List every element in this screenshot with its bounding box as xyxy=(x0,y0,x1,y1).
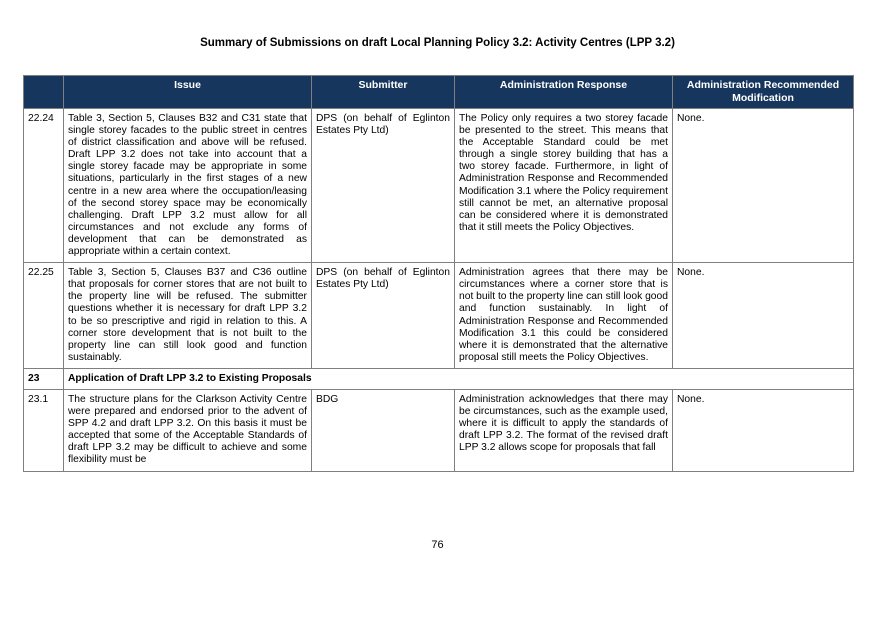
section-number: 23 xyxy=(24,368,64,389)
header-submitter: Submitter xyxy=(312,76,455,109)
header-recommended-modification: Administration Recommended Modification xyxy=(673,76,854,109)
table-row xyxy=(24,389,854,471)
response-cell: Administration acknowledges that there may be circumstances, such as the example used, where it is difficult to apply the standards of draft LPP 3.2. The format of the revised draft LPP 3.2 allows scope for proposals that fall xyxy=(455,389,673,471)
row-number: 23.1 xyxy=(24,389,64,471)
page-number: 76 xyxy=(431,539,444,551)
section-title: Application of Draft LPP 3.2 to Existing Proposals xyxy=(64,368,854,389)
submitter-cell: DPS (on behalf of Eglinton Estates Pty Ltd) xyxy=(312,109,455,263)
header-issue: Issue xyxy=(64,76,312,109)
section-heading-row xyxy=(24,368,854,389)
table-row xyxy=(24,263,854,369)
issue-cell: The structure plans for the Clarkson Activity Centre were prepared and endorsed prior to the advent of SPP 4.2 and draft LPP 3.2. On this basis it must be accepted that some of the Acceptable Standards of draft LPP 3.2 may be difficult to achieve and some flexibility must be xyxy=(64,389,312,471)
response-cell: Administration agrees that there may be circumstances where a corner store that is not built to the property line can still look good and function sustainably. In light of Administration Response and Recommended Modification 3.1 this could be considered where it is demonstrated that the alternative proposal still meets the Policy Objectives. xyxy=(455,263,673,369)
submitter-cell: BDG xyxy=(312,389,455,471)
header-administration-response: Administration Response xyxy=(455,76,673,109)
submissions-table xyxy=(23,75,854,472)
header-number xyxy=(24,76,64,109)
response-cell: The Policy only requires a two storey facade be presented to the street. This means that the Acceptable Standard could be met through a single storey building that has a two storey facade. Furthermore, in light of Administration Response and Recommended Modification 3.1 where the Policy requirement still cannot be met, an alternative proposal can be considered where it is demonstrated that it still meets the Policy Objectives. xyxy=(455,109,673,263)
document-title: Summary of Submissions on draft Local Planning Policy 3.2: Activity Centres (LPP 3.2) xyxy=(200,37,675,49)
row-number: 22.25 xyxy=(24,263,64,369)
modification-cell: None. xyxy=(673,389,854,471)
submitter-cell: DPS (on behalf of Eglinton Estates Pty Ltd) xyxy=(312,263,455,369)
modification-cell: None. xyxy=(673,109,854,263)
table-row xyxy=(24,109,854,263)
issue-cell: Table 3, Section 5, Clauses B37 and C36 outline that proposals for corner stores that are not built to the property line will be refused. The submitter questions whether it is necessary for draft LPP 3.2 to be so prescriptive and rigid in relation to this. A corner store development that is not built to the property line can still look good and function sustainably. xyxy=(64,263,312,369)
table-header-row xyxy=(24,76,854,109)
row-number: 22.24 xyxy=(24,109,64,263)
modification-cell: None. xyxy=(673,263,854,369)
issue-cell: Table 3, Section 5, Clauses B32 and C31 state that single storey facades to the public street in centres of district classification and above will be refused. Draft LPP 3.2 does not take into account that a single storey facade may be appropriate in some situations, particularly in the first stages of a new centre in a new area where the occupation/leasing of the second storey space may be economically challenging. Draft LPP 3.2 must allow for all circumstances and not exclude any forms of development that can be demonstrated as appropriate within a certain context. xyxy=(64,109,312,263)
